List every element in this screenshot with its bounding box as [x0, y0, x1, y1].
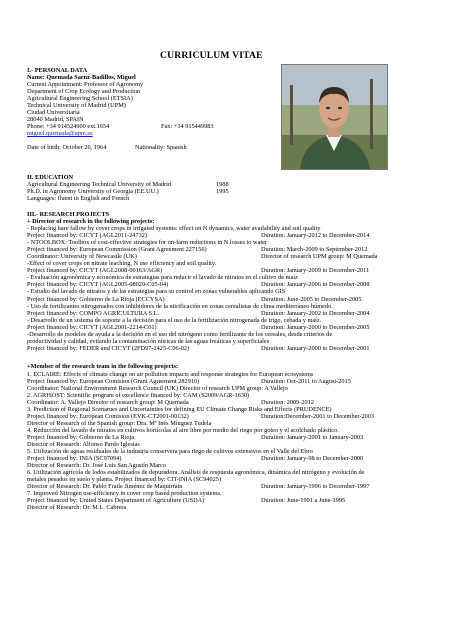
project-line: Director of Research: Alfonso Pardo Iglesias: [27, 441, 140, 448]
project-line: - Replacing bare fallow by cover crops in irrigated systems: effect on N dynamics, water availability and soil quality: [27, 225, 321, 232]
project-line: Project financed by: COMPO AGRICULTURA S.L.: [27, 309, 160, 317]
project-line: Project financed by: INIA (SC97094): [27, 455, 122, 463]
appointment-line: Current Appointment: Professor of Agronomy: [27, 81, 144, 88]
postal-line: 28040 Madrid, SPAIN: [27, 116, 84, 123]
project-line: Project financed by: FEDER and CICYT (2FD97-2425-C06-02): [27, 344, 190, 352]
project-line: 2. AGRISOST: Scientific program of excellence financed by: CAM (S2009/AGR-1630): [27, 391, 250, 399]
project-line: 6. Utilización agrícola de lodos estabilizados de depuradora. Análisis de respuesta agronómica, dinámica del nitrógeno y evolución de: [27, 469, 365, 477]
project-line: Director of Research: Dr. Pablo Fraile Jiménez de Maquirrain: [27, 483, 183, 491]
project-line: 3. Prediction of Regional Scenarues and Uncertainties for defining EU Climate Change Risks and Effects (PRUDENCE): [27, 405, 332, 413]
project-duration: Duration: January-2006 to December-2008: [261, 281, 370, 289]
member-heading: +Member of the research team in the following projects:: [27, 363, 179, 370]
project-duration: Duration: March-2009 to September-2012: [261, 246, 368, 254]
project-duration: Duration: 2009-2012: [261, 398, 314, 406]
profile-photo: [281, 64, 388, 170]
project-line: - Estudio del lavado de nitratos y de las estrategias para su control en zonas vulnerables aplicando GIS: [27, 288, 286, 296]
project-line: Project financed by: Gobierno de La Rioja (ECCYSA): [27, 295, 165, 303]
education-row-1-year: 1988: [216, 181, 229, 188]
project-line: Project financed by: United States Department of Agriculture (USDA): [27, 497, 205, 505]
project-duration: Duration: June-1991 a June-1995: [261, 497, 346, 505]
project-line: Project financed by: CICYT (AGL2011-24732): [27, 232, 147, 240]
university-line: Technical University of Madrid (UPM): [27, 102, 126, 109]
project-duration: Duration: January-2000 to December-2005: [261, 323, 370, 331]
project-line: -Effect of cover crops on nitrate leaching, N use efficiency and soil quality.: [27, 260, 217, 268]
project-line: - Evaluación agronómica y económica de estrategias para reducir el lavado de nitratos en el cultivo de maíz: [27, 274, 298, 282]
dob-line: Date of birth: October 26, 1964: [27, 144, 107, 151]
name-text: Name: Quemada Saenz-Badillos, Miguel: [27, 74, 136, 81]
project-line: - Desarrollo de un sistema de soporte a la decisión para el uso de la fertilización nitrogenada de trigo, cebada y maíz.: [27, 316, 322, 324]
department-line: Department of Crop Ecology and Production: [27, 88, 141, 95]
fax-line: Fax: +34 915449983: [161, 123, 214, 130]
education-row-2: Ph.D. in Agronomy University of Georgia (EE.UU.): [27, 188, 159, 195]
project-duration: Duration: June-2005 to December-2005: [261, 295, 362, 303]
project-duration: Duration: January-2009 to December-2011: [261, 267, 370, 275]
education-row-2-year: 1995: [216, 188, 229, 195]
page-title: CURRICULUM VITAE: [160, 50, 263, 61]
project-line: 7. Improved Nitrogen use-efficiency in cover crop based production systems.: [27, 490, 222, 498]
project-line: Coordinator: A. Vallejo Director of research group: M Quemada: [27, 398, 189, 406]
project-line: - NTOOLBOX: Toolbox of cost-effective strategies for on-farm reductions in N losses to water: [27, 239, 268, 247]
project-duration: Director of research UPM group: M Quemada: [261, 253, 378, 261]
nationality-line: Nationality: Spanish: [135, 144, 187, 151]
project-line: Coordinator: National Environment Research Council (UK) Director of research UPM group: A Vallejo: [27, 384, 288, 392]
project-line: Project financed by: CICYT (AGL2008-00163/AGR): [27, 267, 163, 275]
project-line: Director of Research of the Spanish group: Dra. Mª Inés Mínguez Tudela: [27, 419, 212, 427]
project-line: Project financed by: European Commission (Grant Agreement 227156): [27, 246, 207, 254]
email-link[interactable]: miguel.quemada@upm.es: [27, 130, 93, 137]
personal-heading: I.- PERSONAL DATA: [27, 67, 88, 74]
project-line: metales pesados en suelo y planta. Project financed by: CIT-INIA (SC94025): [27, 476, 222, 484]
project-line: Coordinator: University of Newcastle (UK): [27, 253, 137, 261]
project-duration: Duration: Oct-2011 to August-2015: [261, 377, 351, 385]
project-duration: Duration: January-1996 to December-1997: [261, 483, 370, 491]
education-heading: II. EDUCATION: [27, 174, 74, 181]
languages-line: Languages: fluent in English and French: [27, 195, 130, 202]
project-line: 4. Reducción del lavado de nitratos en cultivos hortícolas al aire libre por medio del riego por goteo y el acolchado plástico.: [27, 426, 339, 434]
project-line: 1. ECLAIRE: Effects of climate change on air pollution impacts and response strategies for European ecosystems: [27, 370, 314, 378]
phone-line: Phone: +34 914524900 ext.1654: [27, 123, 110, 130]
director-heading: + Director of research in the following projects:: [27, 218, 155, 225]
project-duration: Duration: January-2000 to December-2001: [261, 344, 370, 352]
project-line: Project financed by: CICYT (AGL2001-2214-C01): [27, 323, 157, 331]
project-line: - Uso de fertilizantes nitrogenados con inhibidores de la nitrificación en zonas cerealistas de clima mediterráneo húmedo.: [27, 302, 333, 310]
project-line: Project financed by: Gobierno de La Rioja: [27, 433, 135, 441]
project-duration: Duration: January-2001 to January-2003: [261, 433, 364, 441]
project-line: Project financed by: European Comision (EVK-CT2001-00132): [27, 412, 189, 420]
city-line: Ciudad Universitaria: [27, 109, 80, 116]
project-duration: Duration: January-2012 to December-2014: [261, 232, 370, 240]
project-line: -Desarrollo de modelos de ayuda a la decisión en el uso del nitrógeno como fertilizante de los cereales, desde criterios de: [27, 330, 333, 338]
project-duration: Duration:December-2001 to December-2003: [261, 412, 375, 420]
project-duration: Duration: January-98 to December-2000: [261, 455, 364, 463]
project-duration: Duration: January-2002 to December-2004: [261, 309, 370, 317]
project-line: Project financed by: European Comision (Grant Agreement 282910): [27, 377, 200, 385]
school-line: Agricultural Engineering School (ETSIA): [27, 95, 133, 102]
project-line: 5. Utilización de aguas residuales de la industria conservera para riego de cultivos extensivos en el Valle del Ebro: [27, 448, 313, 456]
education-row-1: Agricultural Engineering Technical University of Madrid: [27, 181, 172, 188]
project-line: productividad y calidad, evitando la contaminación nítricas de las aguas freáticas y superficiales: [27, 337, 270, 345]
portrait-image: [282, 65, 387, 169]
project-line: Project financed by: CICYT (AGL2005-08020-C05-04): [27, 281, 169, 289]
research-heading: III.- RESEARCH PROJECTS: [27, 211, 110, 218]
project-line: Director of Research: Dr. M.L. Cabrera: [27, 504, 127, 512]
project-line: Director of Research: Dr. José Luis San Agustín Marco: [27, 462, 167, 470]
